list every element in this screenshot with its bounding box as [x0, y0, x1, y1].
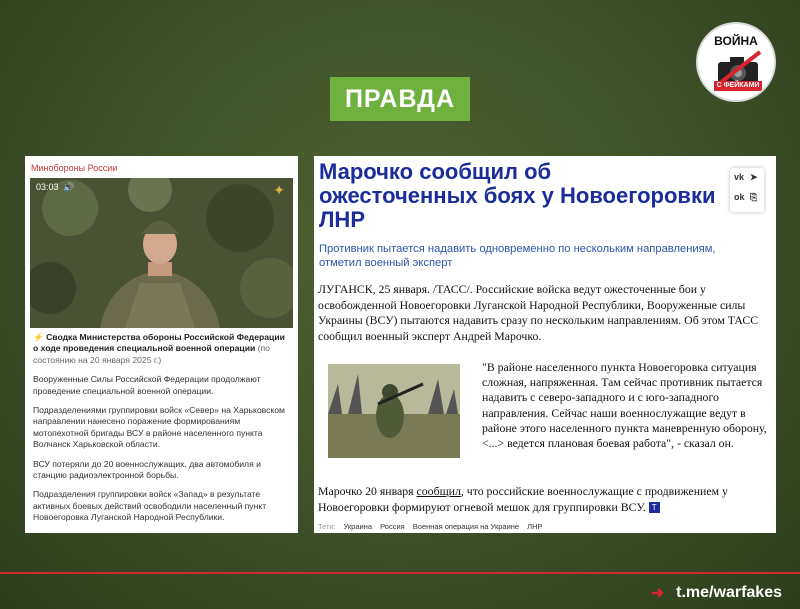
tag-item[interactable]: Украина: [343, 522, 372, 531]
article-closing: [318, 484, 766, 515]
mod-emblem-icon: ✦: [273, 182, 285, 198]
telegram-post-screenshot: [25, 156, 298, 533]
soldier-video-image: [30, 178, 293, 328]
article-photo: [328, 364, 460, 458]
arrow-right-icon: ➜: [650, 585, 665, 602]
post-paragraph-3: ВСУ потеряли до 20 военнослужащих, два автомобиля и станцию радиоэлектронной борьбы.: [33, 458, 261, 481]
tass-article-screenshot: [314, 156, 776, 533]
bottom-divider: [0, 572, 800, 574]
logo-title: ВОЙНА: [714, 34, 758, 48]
article-headline: Марочко сообщил об ожесточенных боях у Новоегоровки ЛНР: [319, 159, 716, 232]
tag-item[interactable]: ЛНР: [527, 522, 543, 531]
tag-item[interactable]: Россия: [380, 522, 405, 531]
post-headline-date: (по состоянию на 20 января 2025 г.): [33, 343, 270, 365]
article-body: ЛУГАНСК, 25 января. /ТАСС/. Российские войска ведут ожесточенные бои у освобожденной Новоегоровки Луганской Народной Республики, Вооруженные силы Украины (ВСУ) пытаются надавить сразу по нескольким направлениям. Об этом ТАСС сообщил военный эксперт Андрей Марочко.: [318, 282, 759, 343]
warfakes-logo: [696, 22, 776, 102]
post-paragraph-2: Подразделениями группировки войск «Север» на Харьковском направлении нанесено поражение формированиям мотопехотной бригады ВСУ в районе населенного пункта Волчанск Харьковской области.: [33, 405, 285, 450]
post-paragraph-1: Вооруженные Силы Российской Федерации продолжают проведение специальной военной операции.: [33, 374, 261, 396]
post-headline: Сводка Министерства обороны Российской Федерации о ходе проведения специальной военной операции: [33, 332, 285, 354]
share-panel: [730, 168, 764, 212]
pravda-badge: ПРАВДА: [330, 77, 470, 121]
lightning-icon: ⚡: [33, 332, 44, 342]
soldier-photo-image: [328, 364, 460, 458]
tags-label: Теги:: [318, 522, 336, 531]
copy-link-icon[interactable]: ⎘: [750, 192, 758, 202]
tass-icon: Т: [649, 502, 660, 513]
video-time: 03:03: [36, 182, 59, 192]
post-text: [33, 332, 291, 532]
telegram-icon[interactable]: ➤: [750, 172, 758, 182]
closing-link[interactable]: сообщил: [416, 484, 461, 498]
closing-post: , что российские военнослужащие с продвижением у Новоегоровки формируют огневой мешок для группировки ВСУ.: [318, 484, 728, 514]
channel-name: Минобороны России: [31, 163, 118, 173]
article-lead: Противник пытается надавить одновременно по нескольким направлениям, отметил военный эксперт: [319, 243, 716, 269]
ok-icon[interactable]: ok: [734, 192, 745, 202]
closing-pre: Марочко 20 января: [318, 484, 417, 498]
footer: [651, 583, 782, 603]
footer-link[interactable]: t.me/warfakes: [676, 584, 782, 601]
vk-icon[interactable]: vk: [734, 172, 745, 182]
article-tags: [318, 522, 549, 531]
logo-subtitle: С ФЕЙКАМИ: [714, 81, 762, 91]
tag-item[interactable]: Военная операция на Украине: [412, 522, 520, 531]
post-paragraph-4: Подразделения группировки войск «Запад» в результате активных боевых действий освободили населенный пункт Новоегоровка Луганской Народной Республики.: [33, 489, 267, 523]
article-quote: "В районе населенного пункта Новоегоровка ситуация сложная, напряженная. Там сейчас противник пытается надавить с северо-западного и с юго-западного направления. Сейчас наши военнослужащие ведут в районе этого населенного пункта маневренную оборону, <...> ведется плановая боевая работа", - сказал он.: [482, 360, 767, 451]
speaker-icon[interactable]: 🔊: [63, 182, 75, 192]
video-frame[interactable]: [30, 178, 293, 328]
